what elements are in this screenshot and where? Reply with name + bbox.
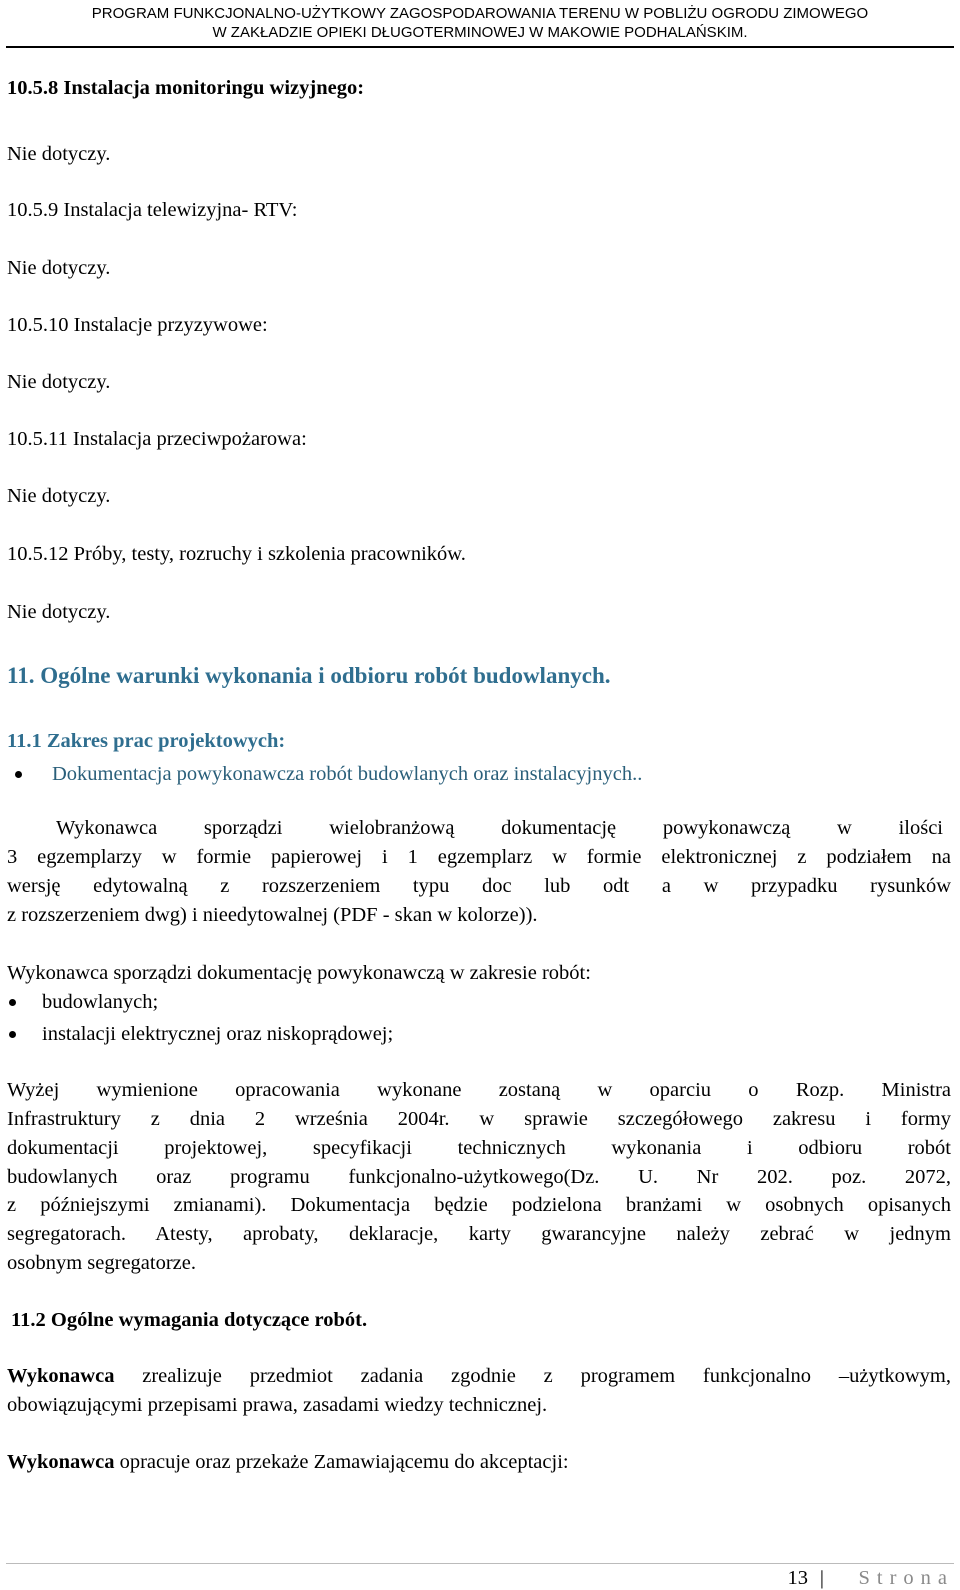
paragraph-2: Wykonawca sporządzi dokumentację powykonawczą w zakresie robót:	[7, 962, 591, 984]
paragraph-5	[7, 1448, 951, 1476]
paragraph-1-line-2: 3 egzemplarzy w formie papierowej i 1 egzemplarz w formie elektronicznej z podziałem na	[7, 846, 951, 868]
body-10-5-8: Nie dotyczy.	[7, 143, 111, 165]
paragraph-1-line-3: wersję edytowalną z rozszerzeniem typu doc lub odt a w przypadku rysunków	[7, 875, 951, 897]
bullet-icon	[9, 1031, 16, 1038]
paragraph-5-bold: Wykonawca	[7, 1451, 115, 1473]
bullet-icon	[15, 771, 22, 778]
heading-10-5-10: 10.5.10 Instalacje przyzywowe:	[7, 314, 268, 336]
paragraph-3-line-5: z późniejszymi zmianami). Dokumentacja będzie podzielona branżami w osobnych opisanych	[7, 1194, 951, 1216]
body-10-5-10: Nie dotyczy.	[7, 371, 111, 393]
paragraph-4-text: zrealizuje przedmiot zadania zgodnie z programem funkcjonalno –użytkowym,	[114, 1365, 951, 1387]
heading-10-5-9: 10.5.9 Instalacja telewizyjna- RTV:	[7, 199, 298, 221]
paragraph-1-line-4: z rozszerzeniem dwg) i nieedytowalnej (PDF - skan w kolorze)).	[7, 904, 538, 926]
page-label: Strona	[858, 1567, 954, 1589]
paragraph-5-text: opracuje oraz przekaże Zamawiającemu do akceptacji:	[114, 1451, 569, 1473]
paragraph-1-line-1: Wykonawca sporządzi wielobranżową dokumentację powykonawczą w ilości	[56, 817, 943, 839]
body-10-5-12: Nie dotyczy.	[7, 601, 111, 623]
page-header	[0, 4, 960, 42]
header-line-2: W ZAKŁADZIE OPIEKI DŁUGOTERMINOWEJ W MAKOWIE PODHALAŃSKIM.	[212, 24, 748, 41]
page-number: 13	[787, 1567, 808, 1589]
bullet-icon	[9, 999, 16, 1006]
header-divider	[6, 46, 954, 48]
list-item-text: instalacji elektrycznej oraz niskoprądowej;	[42, 1023, 394, 1045]
heading-10-5-11: 10.5.11 Instalacja przeciwpożarowa:	[7, 428, 307, 450]
paragraph-4-bold: Wykonawca	[7, 1365, 115, 1387]
footer-divider	[6, 1563, 954, 1564]
paragraph-3-line-7: osobnym segregatorze.	[7, 1252, 196, 1274]
heading-10-5-8: 10.5.8 Instalacja monitoringu wizyjnego:	[7, 77, 365, 99]
paragraph-3-line-4: budowlanych oraz programu funkcjonalno-użytkowego(Dz. U. Nr 202. poz. 2072,	[7, 1166, 951, 1188]
header-line-1: PROGRAM FUNKCJONALNO-UŻYTKOWY ZAGOSPODAROWANIA TERENU W POBLIŻU OGRODU ZIMOWEGO	[91, 5, 869, 22]
paragraph-3-line-1: Wyżej wymienione opracowania wykonane zostaną w oparciu o Rozp. Ministra	[7, 1079, 951, 1101]
list-item-text: Dokumentacja powykonawcza robót budowlanych oraz instalacyjnych..	[52, 763, 643, 785]
list-item-text: budowlanych;	[42, 991, 159, 1013]
heading-10-5-12: 10.5.12 Próby, testy, rozruchy i szkolenia pracowników.	[7, 543, 466, 565]
body-10-5-11: Nie dotyczy.	[7, 485, 111, 507]
paragraph-3-line-3: dokumentacji projektowej, specyfikacji technicznych wykonania i odbioru robót	[7, 1137, 951, 1159]
body-10-5-9: Nie dotyczy.	[7, 257, 111, 279]
heading-11: 11. Ogólne warunki wykonania i odbioru robót budowlanych.	[7, 663, 611, 688]
paragraph-4-line-2: obowiązującymi przepisami prawa, zasadami wiedzy technicznej.	[7, 1394, 548, 1416]
heading-11-1: 11.1 Zakres prac projektowych:	[7, 730, 286, 752]
footer-separator: |	[819, 1567, 824, 1589]
paragraph-3-line-6: segregatorach. Atesty, aprobaty, deklaracje, karty gwarancyjne należy zebrać w jednym	[7, 1223, 951, 1245]
heading-11-2: 11.2 Ogólne wymagania dotyczące robót.	[11, 1309, 368, 1331]
paragraph-3-line-2: Infrastruktury z dnia 2 września 2004r. w sprawie szczegółowego zakresu i formy	[7, 1108, 951, 1130]
paragraph-4-line-1	[7, 1362, 951, 1390]
